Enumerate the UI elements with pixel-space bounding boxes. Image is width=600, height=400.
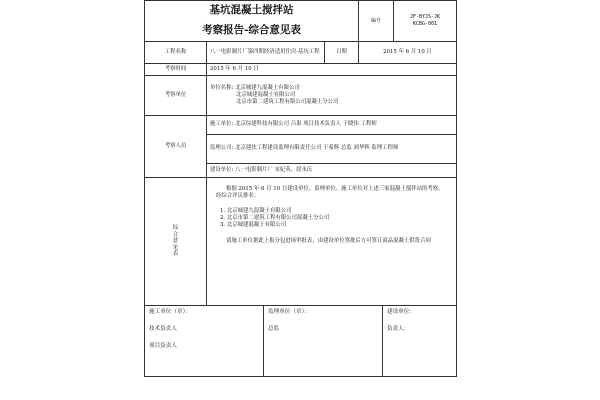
signature-area: [145, 306, 457, 377]
signature-supervision: [264, 306, 383, 376]
unit-line-1: 单位名称: 北京城建九混凝土有限公司: [210, 84, 300, 91]
code-label: 编号: [359, 1, 394, 41]
opinion-content: [207, 178, 457, 306]
opinion-label-cell: [145, 178, 207, 306]
construction-tech-lead: 技术负责人: [149, 326, 177, 332]
code-value-line1: JF-BYJS-JK: [409, 14, 441, 21]
supervision-title: 监理单位（章）：: [268, 309, 310, 315]
form-title-line2: 考察报告-综合意见表: [202, 24, 301, 36]
code-value-line2: KCBG-001: [412, 21, 438, 27]
date-value: 2015 年 6 月 10 日: [359, 42, 457, 64]
code-cell: [359, 1, 457, 42]
inspection-units-value: [207, 76, 457, 116]
supervision-chief: 总监: [268, 326, 280, 332]
inspection-time-label: 考察时间: [145, 64, 207, 76]
inspection-form: [144, 0, 456, 400]
people-supervision: 监理公司: 北京建扶工程建设监理有限责任公司 于希辉 总监 刘华辉 监理工程师: [207, 135, 457, 164]
inspection-time-value: 2015 年 6 月 10 日: [207, 64, 457, 76]
people-construction: 施工单位: 北京综建科技有限公司 吕果 项目技术负责人 于晓伟 工程师: [207, 116, 457, 135]
form-title-line1: 基坑混凝土搅拌站: [209, 4, 294, 17]
owner-title: 建设单位：: [387, 309, 415, 315]
signature-owner: [383, 306, 456, 376]
ranking-item-2: 2. 北京市第二建筑工程有限公司混凝土分公司: [220, 214, 330, 221]
opinion-paragraph-2: 请施工单位据此上报分包进场审批表，由建设单位签批后方可签订商品混凝土供货合同: [226, 238, 431, 245]
opinion-label: 综合意见表: [172, 225, 179, 258]
unit-line-3: 北京市第二建筑工程有限公司混凝土分公司: [236, 99, 339, 106]
inspection-people-label: 考察人员: [145, 116, 207, 178]
project-name-value: 八一电影制片厂第四期经济适用住房-基坑工程: [207, 42, 325, 64]
ranking-item-1: 1. 北京城建九混凝土有限公司: [220, 207, 292, 214]
form-title: [145, 1, 359, 42]
construction-title: 施工单位（章）：: [149, 309, 191, 315]
construction-project-lead: 项目负责人: [149, 343, 177, 349]
project-name-label: 工程名称: [145, 42, 207, 64]
date-label: 日期: [325, 42, 359, 64]
opinion-paragraph-1: 根据 2015 年 6 月 10 日建设单位、监理单位、施工单位对上述三家混凝土搅拌站的考察，经综合评议排名：: [216, 186, 444, 200]
form-table: [144, 0, 457, 377]
signature-construction: [145, 306, 264, 376]
people-owner: 建设单位: 八一电影制片厂 宋妃英、段永庆: [207, 164, 457, 178]
inspection-units-label: 考察单位: [145, 76, 207, 116]
ranking-item-3: 3. 北京城建混凝土有限公司: [220, 222, 287, 229]
unit-line-2: 北京城建混凝土有限公司: [236, 91, 296, 98]
owner-lead: 负责人：: [387, 326, 410, 332]
